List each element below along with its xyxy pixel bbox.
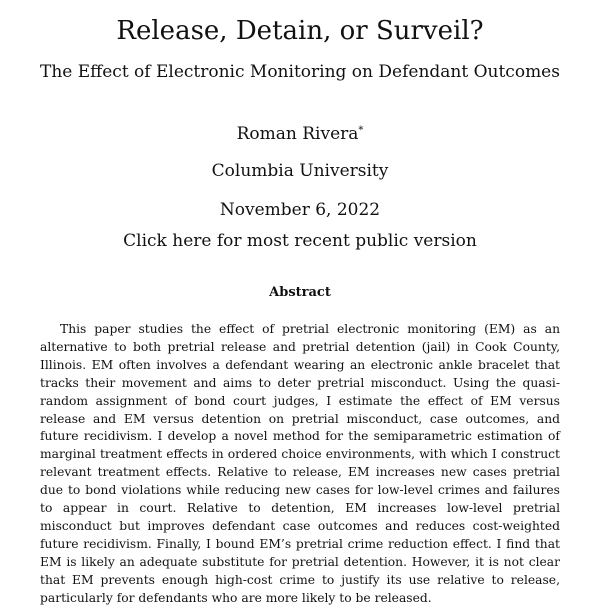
author-line <box>0 119 600 146</box>
abstract-heading: Abstract <box>269 285 331 300</box>
paper-subtitle: The Effect of Electronic Monitoring on Defendant Outcomes <box>40 62 560 82</box>
paper-date: November 6, 2022 <box>219 200 381 220</box>
author-footnote-mark[interactable]: * <box>358 125 364 136</box>
recent-version-link[interactable]: Click here for most recent public version <box>123 231 477 251</box>
author-name: Roman Rivera <box>236 124 359 144</box>
affiliation: Columbia University <box>211 161 389 181</box>
abstract-text: This paper studies the effect of pretrial electronic monitoring (EM) as an alternative to both pretrial release and pretrial detention (jail) in Cook County, Illinois. EM often involves a defendant wearing an electronic ankle bracelet that tracks their movement and aims to deter pretrial misconduct. Using the quasi-random assignment of bond court judges, I estimate the effect of EM versus release and EM versus detention on pretrial misconduct, case outcomes, and future recidivism. I develop a novel method for the semiparametric estimation of marginal treatment effects in ordered choice environments, with which I construct relevant treatment effects. Relative to release, EM increases new cases pretrial due to bond violations while reducing new cases for low-level crimes and failures to appear in court. Relative to detention, EM increases low-level pretrial misconduct but improves defendant case outcomes and reduces cost-weighted future recidivism. Finally, I bound EM’s pretrial crime reduction effect. I find that EM is likely an adequate substitute for pretrial detention. However, it is not clear that EM prevents enough high-cost crime to justify its use relative to release, particularly for defendants who are more likely to be released. <box>40 322 560 605</box>
paper-title: Release, Detain, or Surveil? <box>116 16 484 46</box>
